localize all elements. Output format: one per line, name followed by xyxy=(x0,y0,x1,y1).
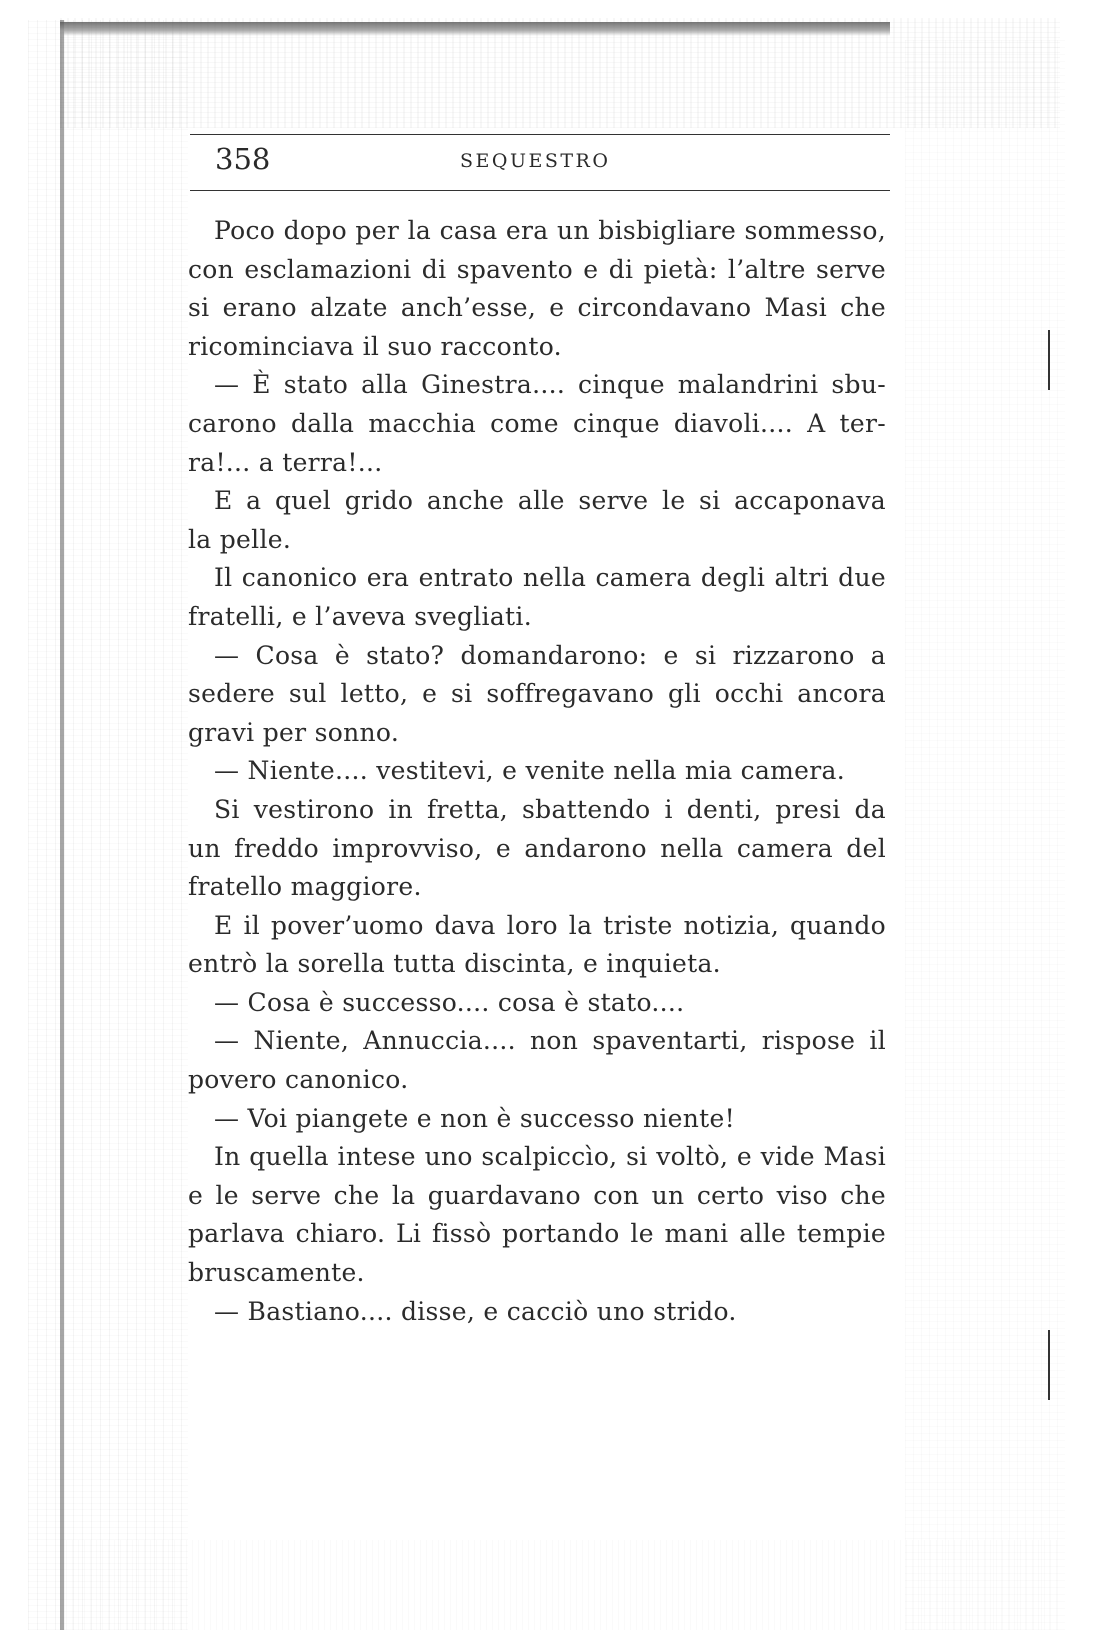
text-line: povero canonico. xyxy=(188,1065,409,1095)
text-line: entrò la sorella tutta discinta, e inquieta. xyxy=(188,949,721,979)
text-line: si erano alzate anch’esse, e circondavano Masi che xyxy=(188,293,886,323)
text-line: In quella intese uno scalpiccìo, si voltò, e vide Masi xyxy=(214,1142,886,1172)
scan-page-edge-left xyxy=(60,20,64,1630)
text-line: Il canonico era entrato nella camera degli altri due xyxy=(214,563,886,593)
header-rule-top xyxy=(190,134,890,135)
text-line: e le serve che la guardavano con un certo viso che xyxy=(188,1180,886,1210)
text-line: — Bastiano.... disse, e cacciò uno strido. xyxy=(214,1296,737,1326)
text-line: — Cosa è successo.... cosa è stato.... xyxy=(214,987,685,1017)
text-line: Si vestirono in fretta, sbattendo i denti, presi da xyxy=(214,794,886,824)
text-line: la pelle. xyxy=(188,524,292,554)
text-line: — Niente, Annuccia.... non spaventarti, rispose il xyxy=(214,1026,886,1056)
text-line: — Niente.... vestitevi, e venite nella mia camera. xyxy=(214,756,845,786)
scan-speckle-right xyxy=(905,40,1065,1630)
text-line: carono dalla macchia come cinque diavoli.... A ter- xyxy=(188,408,886,438)
running-title: SEQUESTRO xyxy=(460,150,611,172)
scan-edge-mark xyxy=(1048,330,1050,390)
text-line: — Cosa è stato? domandarono: e si rizzarono a xyxy=(214,640,886,670)
scan-edge-mark xyxy=(1048,1330,1050,1400)
text-line: ricominciava il suo racconto. xyxy=(188,331,562,361)
text-line: sedere sul letto, e si soffregavano gli occhi ancora xyxy=(188,679,886,709)
text-line: parlava chiaro. Li fissò portando le mani alle tempie xyxy=(188,1219,886,1249)
text-line: ra!... a terra!... xyxy=(188,447,383,477)
text-line: Poco dopo per la casa era un bisbigliare sommesso, xyxy=(214,216,886,245)
scan-speckle-bottom xyxy=(60,1540,1060,1630)
text-line: — È stato alla Ginestra.... cinque malandrini sbu- xyxy=(214,370,886,400)
header-rule-bottom xyxy=(190,190,890,191)
text-line: E il pover’uomo dava loro la triste notizia, quando xyxy=(214,910,886,940)
text-line: bruscamente. xyxy=(188,1258,365,1288)
text-line: fratello maggiore. xyxy=(188,872,422,902)
scan-dark-top-edge xyxy=(60,22,890,36)
text-line: — Voi piangete e non è successo niente! xyxy=(214,1103,735,1133)
scan-speckle-left xyxy=(28,20,188,1630)
page-number: 358 xyxy=(215,142,271,176)
text-line: con esclamazioni di spavento e di pietà: l’altre serve xyxy=(188,254,886,284)
text-line: un freddo improvviso, e andarono nella camera del xyxy=(188,833,886,863)
text-line: E a quel grido anche alle serve le si accaponava xyxy=(214,486,886,516)
text-line: gravi per sonno. xyxy=(188,717,400,747)
body-text xyxy=(188,212,886,1331)
text-line: fratelli, e l’aveva svegliati. xyxy=(188,601,532,631)
